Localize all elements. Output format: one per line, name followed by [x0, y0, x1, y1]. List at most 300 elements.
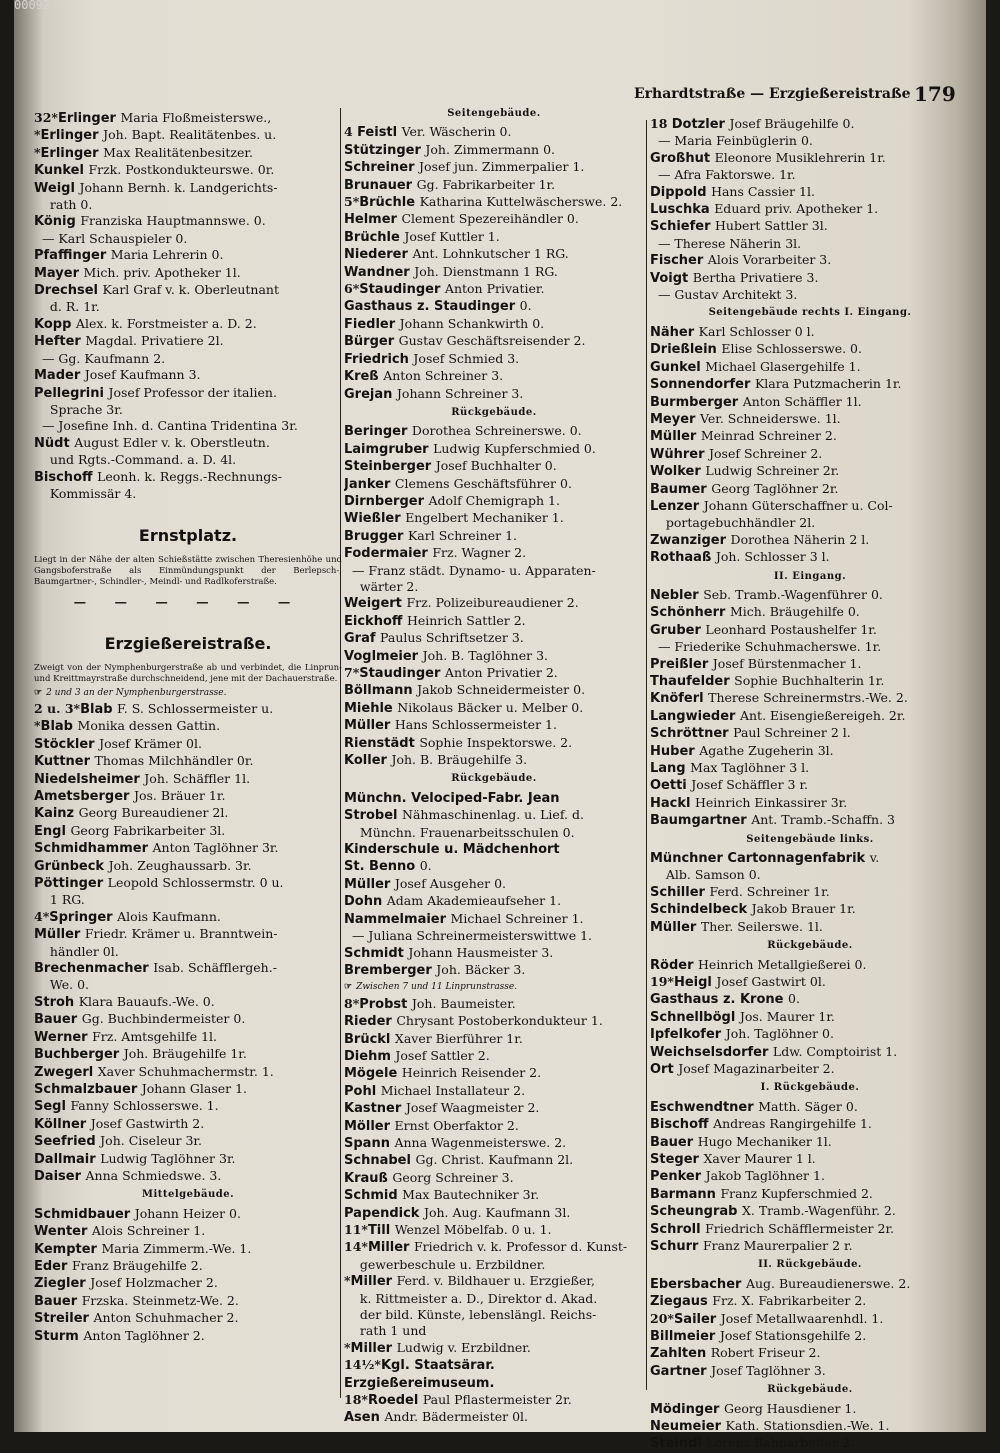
resident-name: Schönherr — [650, 605, 730, 621]
resident-details: Wenzel Möbelfab. 0 u. 1. — [394, 1222, 552, 1237]
resident-name: Kempter — [34, 1241, 102, 1257]
directory-entry — [650, 133, 970, 149]
resident-details: Andr. Bädermeister 0l. — [384, 1409, 529, 1425]
resident-details: Max Taglöhner 3 l. — [690, 760, 810, 776]
resident-name: Baumer — [650, 481, 712, 497]
directory-entry — [344, 441, 644, 458]
resident-name: Pohl — [344, 1083, 381, 1099]
directory-entry — [650, 1435, 970, 1452]
resident-name: Müller — [34, 927, 85, 943]
resident-details: Dorothea Näherin 2 l. — [730, 531, 870, 547]
directory-entry — [344, 264, 644, 281]
resident-details: Gg. Buchbindermeister 0. — [81, 1011, 246, 1027]
directory-entry — [34, 231, 342, 247]
directory-entry — [34, 1168, 342, 1185]
resident-name: Stöckler — [34, 736, 100, 752]
resident-name: Hackl — [650, 795, 695, 811]
resident-name: Blab — [40, 719, 78, 735]
building-section-label: Rückgebäude. — [451, 406, 537, 418]
directory-entry — [650, 622, 970, 639]
directory-entry — [650, 1418, 970, 1435]
resident-name: Janker — [344, 476, 395, 492]
resident-details: — Maria Feinbüglerin 0. — [650, 133, 813, 149]
resident-name: Gruber — [650, 622, 706, 638]
resident-details: Johann Glaser 1. — [141, 1080, 248, 1096]
house-number: 18 — [650, 116, 672, 131]
resident-details: Clement Spezereihändler 0. — [401, 211, 579, 227]
resident-name: Seefried — [34, 1134, 101, 1150]
directory-entry — [34, 282, 342, 299]
resident-details: Josef Sattler 2. — [395, 1047, 490, 1063]
directory-entry — [344, 1340, 644, 1357]
directory-entry — [650, 376, 970, 393]
directory-entry — [344, 211, 644, 228]
resident-details: Anton Schuhmacher 2. — [93, 1310, 239, 1326]
resident-name: Feistl — [357, 125, 402, 141]
resident-name: Schmidhammer — [34, 841, 153, 857]
directory-entry — [344, 735, 644, 752]
resident-details: händler 0l. — [34, 943, 119, 959]
resident-details: Joh. B. Taglöhner 3. — [422, 647, 549, 663]
resident-name: Till — [367, 1223, 395, 1238]
resident-details: Joh. Bäcker 3. — [436, 961, 526, 977]
directory-entry — [344, 595, 644, 612]
resident-details: Alb. Samson 0. — [650, 867, 761, 883]
resident-details: Josef Kaufmann 3. — [84, 367, 201, 383]
column-left — [34, 110, 342, 1345]
resident-details: Isab. Schäfflergeh.- — [153, 960, 277, 976]
resident-details: Georg Schreiner 3. — [392, 1169, 514, 1185]
resident-details: Anton Taglöhner 3r. — [152, 840, 279, 856]
resident-details: Joh. Zeughaussarb. 3r. — [108, 857, 252, 873]
resident-details: Josef Waagmeister 2. — [405, 1100, 540, 1116]
street-description: Zweigt von der Nymphenburgerstraße ab und verbindet, die Linprun- und Kreittmayrstraße durchschneidend, jene mit der Dachauerstraße. — [34, 662, 342, 684]
resident-details: Anna Wagenmeisterswe. 2. — [394, 1134, 567, 1150]
resident-name: Billmeier — [650, 1329, 720, 1345]
resident-details: Ant. Eisengießereigeh. 2r. — [739, 707, 906, 723]
directory-entry — [344, 1118, 644, 1135]
resident-details: Georg Hausdiener 1. — [723, 1400, 857, 1416]
street-heading: Ernstplatz. — [138, 526, 238, 546]
resident-details: Josef Gastwirth 2. — [90, 1115, 205, 1131]
resident-details: Münchn. Frauenarbeitsschulen 0. — [344, 824, 575, 840]
resident-name: Asen — [344, 1410, 385, 1426]
resident-name: Stützinger — [344, 142, 426, 158]
resident-name: Weigert — [344, 596, 407, 612]
directory-entry — [650, 1009, 970, 1026]
resident-details: Joh. Taglöhner 0. — [725, 1026, 834, 1042]
resident-details: Joh. Zimmermann 0. — [425, 141, 555, 157]
directory-entry — [650, 850, 970, 867]
house-number: * — [34, 127, 41, 143]
resident-details: 0. — [519, 298, 532, 314]
directory-entry — [344, 841, 644, 858]
resident-details: Monika dessen Gattin. — [77, 718, 221, 734]
resident-name: Koller — [344, 753, 392, 769]
resident-details: Max Bautechniker 3r. — [402, 1187, 540, 1203]
resident-name: Bauer — [650, 1134, 698, 1150]
resident-details: Joh. B. Bräugehilfe 3. — [391, 752, 528, 768]
resident-name: Schiller — [650, 884, 710, 900]
directory-entry — [34, 1133, 342, 1150]
directory-entry — [650, 218, 970, 235]
resident-details: Alois Vorarbeiter 3. — [707, 252, 832, 268]
resident-details: Jakob Schneidermeister 0. — [417, 682, 586, 698]
directory-entry — [650, 1099, 970, 1116]
street-heading: Erzgießereistraße. — [104, 634, 272, 654]
directory-entry — [650, 957, 970, 974]
resident-details: Mich. Bräugehilfe 0. — [729, 604, 860, 620]
directory-entry — [344, 1257, 644, 1273]
resident-details: Lorenz Bahnarbeiter 2. — [706, 1435, 855, 1451]
resident-name: Nüdt — [34, 435, 75, 451]
directory-entry — [650, 760, 970, 777]
directory-entry — [650, 1061, 970, 1078]
resident-name: Dallmair — [34, 1151, 101, 1167]
resident-name: Kreß — [344, 369, 384, 385]
directory-entry — [344, 1323, 644, 1339]
resident-details: Eduard priv. Apotheker 1. — [714, 201, 879, 217]
resident-name: Streiler — [34, 1311, 94, 1327]
directory-entry — [344, 386, 644, 403]
directory-entry — [650, 341, 970, 358]
resident-details: Therese Schreinermstrs.-We. 2. — [708, 690, 908, 706]
resident-details: gewerbeschule u. Erzbildner. — [344, 1256, 546, 1272]
resident-name: Stroh — [34, 994, 79, 1010]
resident-details: Josef Schmied 3. — [413, 350, 520, 366]
resident-name: Lenzer — [650, 498, 704, 514]
directory-entry — [34, 110, 342, 127]
resident-details: Magdal. Privatiere 2l. — [85, 333, 224, 349]
resident-name: Knöferl — [650, 691, 709, 707]
resident-name: Gartner — [650, 1363, 712, 1379]
resident-details: Franz Kupferschmied 2. — [720, 1185, 873, 1201]
resident-details: Karl Graf v. k. Oberleutnant — [102, 282, 279, 298]
resident-details: Friedr. Krämer u. Branntwein- — [84, 926, 278, 942]
resident-name: Wührer — [650, 446, 710, 462]
resident-details: 0. — [788, 991, 800, 1007]
resident-details: Paulus Schriftsetzer 3. — [380, 630, 524, 646]
resident-details: Friedrich v. k. Professor d. Kunst- — [414, 1239, 628, 1255]
resident-name: Müller — [344, 876, 395, 892]
resident-name: Baumgartner — [650, 813, 752, 829]
scan-id: 00092427 — [14, 0, 72, 12]
directory-page — [14, 0, 986, 1452]
directory-entry — [344, 1031, 644, 1048]
resident-details: Georg Bureaudiener 2l. — [78, 805, 229, 821]
resident-details: Ant. Lohnkutscher 1 RG. — [412, 246, 569, 262]
directory-entry — [650, 1221, 970, 1238]
directory-entry — [34, 197, 342, 213]
resident-name: Brüchle — [344, 229, 405, 245]
resident-details: Gustav Geschäftsreisender 2. — [398, 333, 586, 349]
resident-details: Hans Cassier 1l. — [711, 183, 815, 199]
house-number: 8* — [344, 995, 360, 1011]
resident-name: Eder — [34, 1258, 72, 1274]
resident-name: Steinberger — [344, 459, 436, 475]
resident-details: Ver. Schneiderswe. 1l. — [699, 410, 841, 426]
directory-entry — [344, 351, 644, 368]
resident-name: Kgl. Staatsärar. — [380, 1358, 495, 1374]
directory-entry — [34, 1293, 342, 1310]
resident-name: Steindl — [650, 1436, 707, 1452]
directory-entry — [650, 463, 970, 480]
resident-name: Friedrich — [344, 351, 414, 367]
resident-details: Josef Taglöhner 3. — [711, 1362, 826, 1378]
directory-entry — [650, 498, 970, 515]
directory-entry — [34, 1275, 342, 1292]
resident-name: Drießlein — [650, 342, 722, 358]
resident-details: Ver. Wäscherin 0. — [401, 124, 512, 140]
resident-details: Hugo Mechaniker 1l. — [697, 1133, 832, 1149]
directory-entry — [344, 1135, 644, 1152]
directory-entry — [34, 926, 342, 943]
resident-details: Josef Bürstenmacher 1. — [712, 655, 862, 671]
resident-name: Segl — [34, 1099, 71, 1115]
resident-details: Max Realitätenbesitzer. — [103, 144, 253, 160]
resident-name: Graf — [344, 631, 381, 647]
resident-name: Böllmann — [344, 683, 418, 699]
resident-name: Huber — [650, 743, 700, 759]
resident-details: und Rgts.-Command. a. D. 4l. — [34, 452, 237, 468]
resident-name: Möller — [344, 1118, 395, 1134]
building-section-label: Seitengebäude rechts I. Eingang. — [708, 307, 912, 319]
directory-entry — [34, 977, 342, 993]
resident-details: Josef Gastwirt 0l. — [716, 973, 826, 989]
directory-entry — [344, 1205, 644, 1222]
resident-details: Josef Schreiner 2. — [709, 445, 823, 461]
resident-details: Josef Bräugehilfe 0. — [729, 116, 855, 131]
resident-name: Rothaaß — [650, 550, 716, 566]
resident-details: Anton Privatier 2. — [444, 665, 558, 680]
directory-entry — [34, 892, 342, 908]
directory-entry — [34, 909, 342, 926]
resident-details: Johann Bernh. k. Landgerichts- — [79, 179, 278, 195]
resident-name: Brüchle — [359, 195, 420, 211]
directory-entry — [34, 162, 342, 179]
directory-entry — [650, 795, 970, 812]
resident-details: Xaver Bierführer 1r. — [394, 1030, 523, 1046]
resident-name: Nammelmaier — [344, 911, 451, 927]
resident-name: Drechsel — [34, 283, 103, 299]
resident-details: Michael Schreiner 1. — [450, 910, 584, 926]
resident-name: Preißler — [650, 656, 713, 672]
resident-name: Sailer — [673, 1311, 721, 1327]
resident-details: Josef jun. Zimmerpalier 1. — [419, 159, 585, 175]
resident-details: Agathe Zugeherin 3l. — [699, 742, 834, 758]
resident-name: Diehm — [344, 1048, 396, 1064]
directory-entry — [344, 124, 644, 141]
resident-name: Steger — [650, 1151, 704, 1167]
resident-details: Jakob Brauer 1r. — [751, 901, 856, 917]
resident-name: Hefter — [34, 334, 86, 350]
resident-details: Josef Krämer 0l. — [99, 735, 202, 751]
resident-details: Nikolaus Bäcker u. Melber 0. — [397, 699, 584, 715]
resident-details: der bild. Künste, lebenslängl. Reichs- — [344, 1307, 597, 1323]
resident-details: rath 0. — [34, 197, 93, 213]
resident-name: Schmidbauer — [34, 1206, 135, 1222]
resident-name: St. Benno — [344, 859, 420, 875]
resident-details: Ludwig Taglöhner 3r. — [100, 1150, 236, 1166]
directory-entry — [34, 1241, 342, 1258]
resident-details: Katharina Kuttelwäscherswe. 2. — [419, 194, 623, 210]
resident-name: Sturm — [34, 1328, 84, 1344]
resident-name: Gasthaus z. Krone — [650, 992, 788, 1008]
building-section-label: II. Eingang. — [773, 570, 847, 582]
directory-entry — [650, 184, 970, 201]
resident-details: v. — [869, 850, 880, 866]
directory-entry — [344, 876, 644, 893]
house-number: 19* — [650, 973, 674, 989]
directory-entry — [344, 893, 644, 910]
resident-name: Mayer — [34, 265, 84, 281]
resident-name: Ebersbacher — [650, 1276, 746, 1292]
resident-name: Ziegler — [34, 1276, 91, 1292]
directory-entry — [344, 1291, 644, 1307]
resident-details: Johann Hausmeister 3. — [408, 944, 554, 960]
resident-details: Ther. Seilerswe. 1l. — [700, 918, 823, 934]
resident-details: F. S. Schlossermeister u. — [117, 700, 274, 716]
directory-entry — [344, 1307, 644, 1323]
resident-name: Langwieder — [650, 708, 740, 724]
directory-entry — [650, 604, 970, 621]
resident-name: Niederer — [344, 247, 413, 263]
resident-details: Anna Schmiedswe. 3. — [85, 1167, 222, 1183]
resident-name: Brechenmacher — [34, 961, 154, 977]
directory-entry — [344, 682, 644, 699]
directory-entry — [34, 265, 342, 282]
directory-entry — [650, 287, 970, 303]
resident-name: Penker — [650, 1169, 706, 1185]
resident-details: Johann Güterschaffner u. Col- — [703, 497, 893, 513]
resident-name: Schmalzbauer — [34, 1081, 142, 1097]
directory-entry — [34, 1098, 342, 1115]
directory-entry — [34, 771, 342, 788]
resident-name: Lang — [650, 761, 691, 777]
resident-name: Rienstädt — [344, 735, 420, 751]
resident-name: Schurr — [650, 1239, 703, 1254]
directory-entry — [650, 656, 970, 673]
building-section-label: Seitengebäude links. — [746, 833, 874, 845]
resident-name: Werner — [34, 1029, 93, 1045]
directory-entry — [344, 717, 644, 734]
house-number: 14* — [344, 1239, 368, 1255]
resident-details: — Karl Schauspieler 0. — [34, 230, 188, 246]
resident-name: Staudinger — [359, 666, 445, 681]
resident-details: Michael Installateur 2. — [380, 1082, 526, 1098]
directory-entry — [650, 1401, 970, 1418]
resident-name: Köllner — [34, 1116, 91, 1132]
resident-name: Heigl — [673, 974, 717, 990]
resident-details: Gg. Fabrikarbeiter 1r. — [416, 176, 556, 192]
directory-entry — [650, 1328, 970, 1345]
resident-name: Strobel — [344, 808, 403, 824]
resident-details: Hubert Sattler 3l. — [715, 218, 828, 234]
resident-details: portagebuchhändler 2l. — [650, 515, 816, 531]
resident-details: Joh. Dienstmann 1 RG. — [414, 263, 558, 279]
resident-name: Ipfelkofer — [650, 1027, 726, 1043]
cross-street-note — [344, 979, 644, 995]
resident-name: Bischoff — [650, 1117, 714, 1133]
resident-details: Ludwig Schreiner 2r. — [705, 463, 840, 479]
resident-details: Johann Schreiner 3. — [396, 385, 524, 401]
resident-name: Mader — [34, 368, 85, 384]
resident-name: Ziegaus — [650, 1294, 713, 1310]
resident-details: Johann Schankwirth 0. — [399, 315, 545, 331]
directory-entry — [34, 402, 342, 418]
house-number: 11* — [344, 1222, 368, 1237]
directory-entry — [344, 246, 644, 263]
resident-details: Elise Schlosserswe. 0. — [721, 341, 862, 357]
pointing-hand-icon: ☞ — [34, 687, 43, 698]
directory-entry — [34, 469, 342, 486]
directory-entry — [34, 701, 342, 718]
directory-entry — [34, 1064, 342, 1081]
resident-details: Josef Ausgeher 0. — [394, 875, 507, 891]
resident-details: Josef Holzmacher 2. — [90, 1275, 218, 1291]
resident-name: Gasthaus z. Staudinger — [344, 299, 520, 315]
directory-entry — [34, 299, 342, 315]
resident-name: Kainz — [34, 806, 79, 822]
directory-entry — [650, 411, 970, 428]
directory-entry — [650, 481, 970, 498]
directory-entry — [650, 1116, 970, 1133]
resident-details: Kath. Stationsdien.-We. 1. — [725, 1418, 890, 1434]
directory-entry — [344, 281, 644, 298]
resident-name: Pellegrini — [34, 385, 109, 401]
resident-details: Franz Bräugehilfe 2. — [71, 1257, 203, 1273]
directory-entry — [34, 944, 342, 960]
resident-details: Michael Glasergehilfe 1. — [705, 358, 861, 374]
column-divider — [646, 120, 647, 1390]
directory-entry — [34, 385, 342, 402]
directory-entry — [344, 177, 644, 194]
resident-name: Erlinger — [57, 111, 121, 126]
resident-details: Anton Privatier. — [444, 281, 545, 297]
directory-entry — [344, 194, 644, 211]
house-number: 18* — [344, 1392, 368, 1408]
resident-details: We. 0. — [34, 977, 89, 993]
resident-details: Maria Floßmeisterswe., — [120, 110, 272, 125]
resident-name: Fodermaier — [344, 546, 433, 562]
directory-entry — [34, 718, 342, 735]
resident-name: Niedelsheimer — [34, 771, 145, 787]
directory-entry — [650, 743, 970, 760]
column-right — [650, 116, 970, 1453]
resident-name: Burmberger — [650, 394, 743, 410]
resident-details: Frz. Amtsgehilfe 1l. — [92, 1028, 217, 1044]
running-header: Erhardtstraße — Erzgießereistraße — [634, 86, 911, 102]
resident-name: Bremberger — [344, 962, 437, 978]
resident-details: Kommissär 4. — [34, 485, 137, 501]
resident-name: Voigt — [650, 270, 693, 286]
house-number: 14½* — [344, 1357, 381, 1373]
resident-name: Näher — [650, 324, 699, 340]
directory-entry — [34, 994, 342, 1011]
resident-name: Dohn — [344, 894, 387, 910]
resident-name: Erlinger — [40, 128, 104, 144]
directory-entry — [650, 812, 970, 829]
resident-name: Dirnberger — [344, 493, 429, 509]
resident-name: Miehle — [344, 700, 398, 716]
directory-entry — [650, 532, 970, 549]
building-section-label: Rückgebäude. — [767, 940, 853, 952]
directory-entry — [34, 1310, 342, 1327]
resident-name: Wandner — [344, 264, 415, 280]
cross-street-text: Zwischen 7 und 11 Linprunstrasse. — [356, 982, 518, 993]
directory-entry — [34, 875, 342, 892]
house-number: 5* — [344, 194, 360, 210]
